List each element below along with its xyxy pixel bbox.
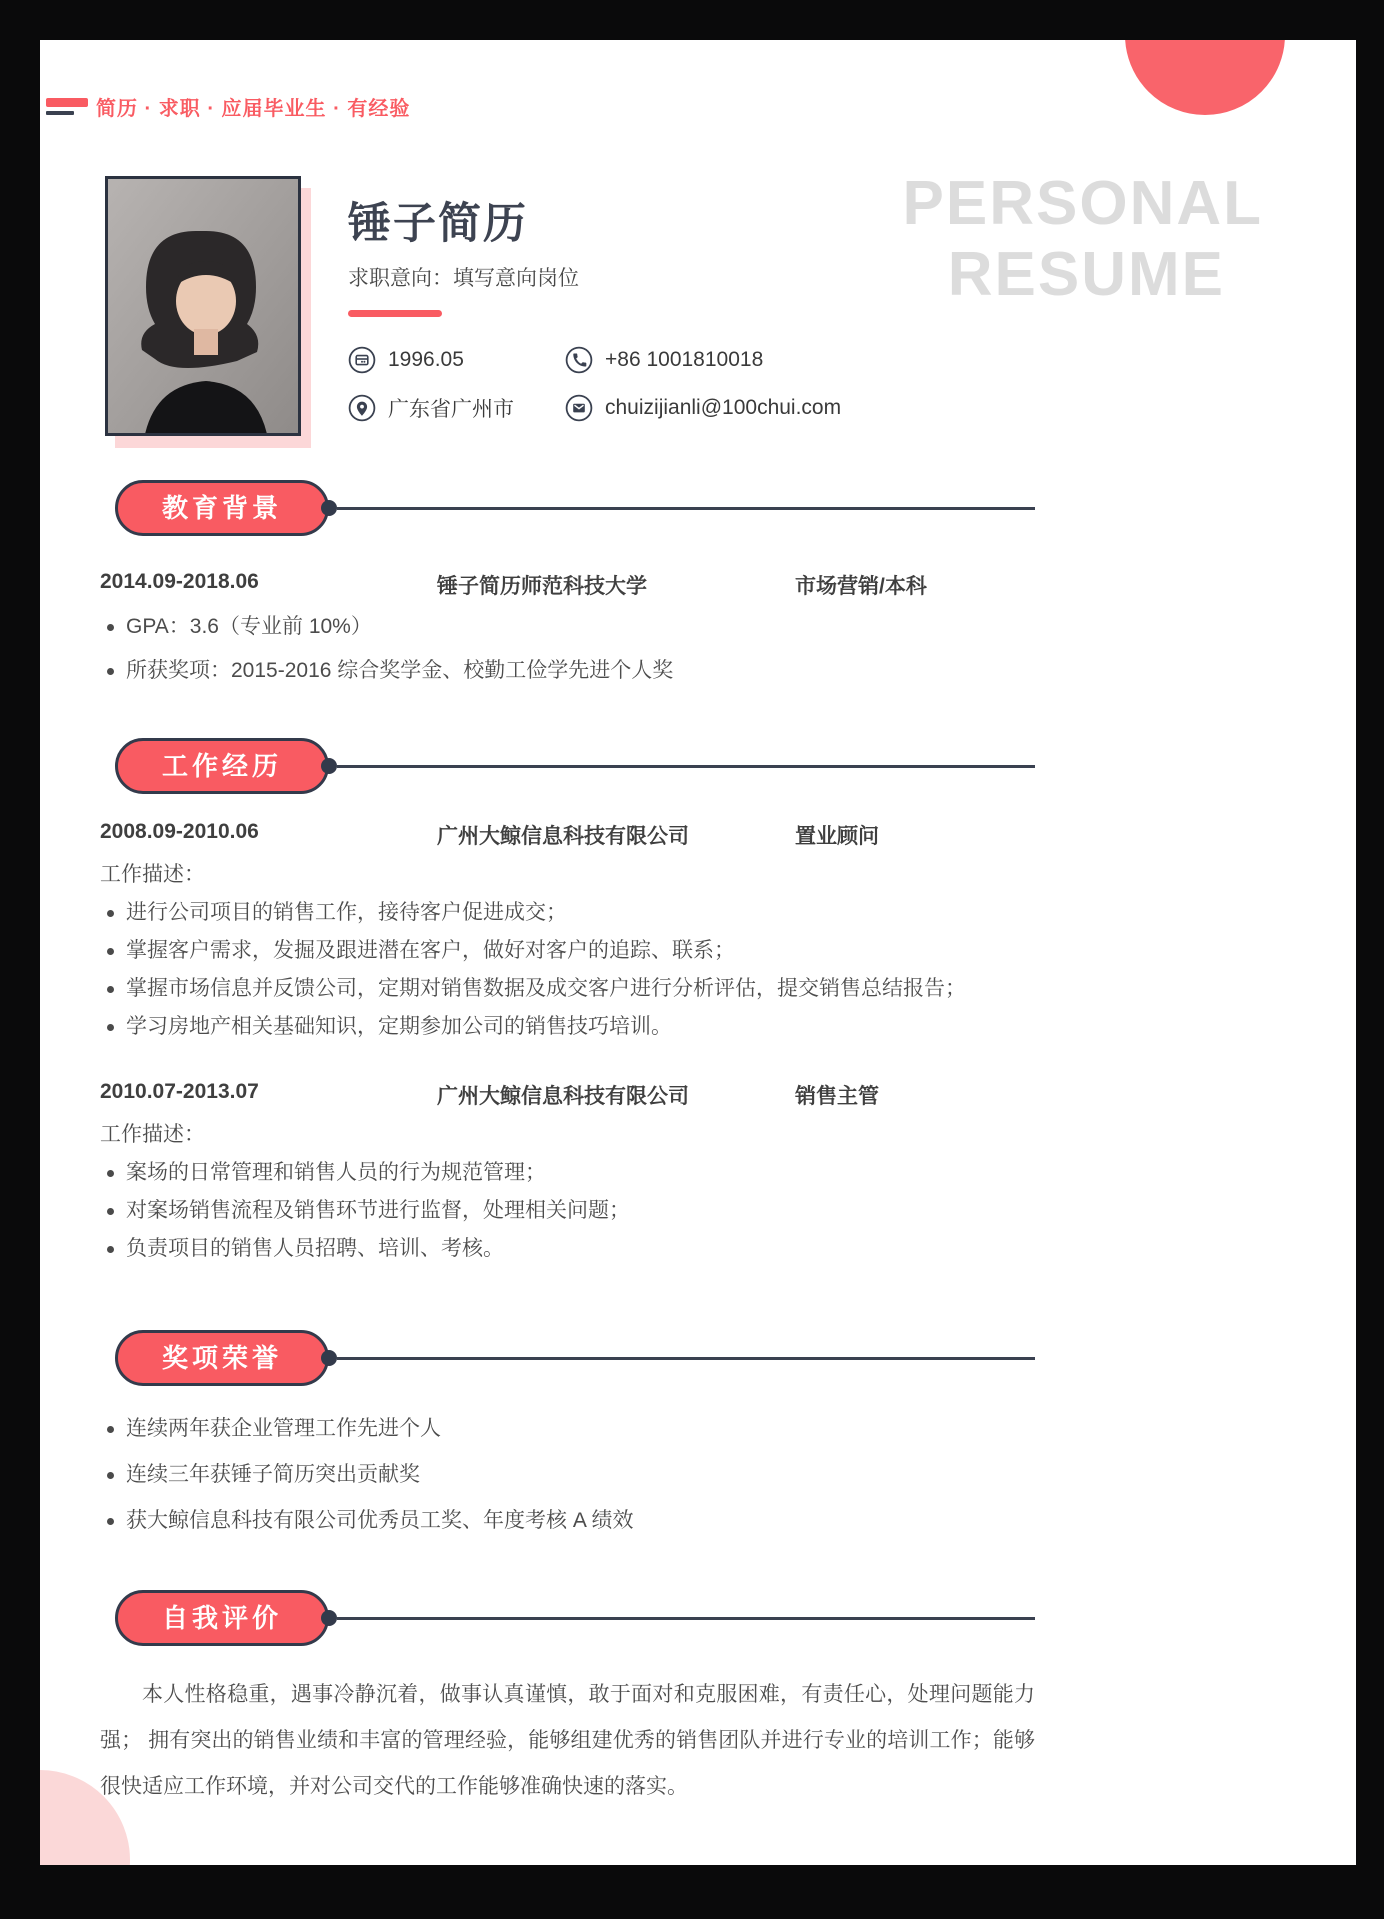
timeline-dot: [321, 1610, 337, 1626]
contact-phone: [565, 346, 841, 374]
list-item: GPA：3.6（专业前 10%）: [100, 605, 1035, 649]
list-item: 学习房地产相关基础知识，定期参加公司的销售技巧培训。: [100, 1008, 1035, 1046]
section-awards-header: [100, 1330, 1035, 1386]
job-period: 2010.07-2013.07: [100, 1080, 259, 1103]
section-title-pill: 奖项荣誉: [115, 1330, 329, 1386]
job-role: 置业顾问: [795, 825, 879, 848]
phone-icon: [565, 346, 593, 374]
coral-ring-decoration: [1125, 40, 1285, 115]
job-desc-label: 工作描述：: [100, 1123, 205, 1146]
section-title-pill: 自我评价: [115, 1590, 329, 1646]
list-item: 连续两年获企业管理工作先进个人: [100, 1406, 1035, 1452]
watermark-line-1: PERSONAL: [902, 169, 1263, 238]
education-major: 市场营销/本科: [795, 575, 927, 598]
list-item: 获大鲸信息科技有限公司优秀员工奖、年度考核 A 绩效: [100, 1498, 1035, 1544]
education-bullets: [100, 605, 1035, 693]
watermark-line-2: RESUME: [947, 240, 1225, 309]
intention-underline: [348, 310, 442, 317]
list-item: 对案场销售流程及销售环节进行监督，处理相关问题；: [100, 1192, 1035, 1230]
list-item: 连续三年获锤子简历突出贡献奖: [100, 1452, 1035, 1498]
job-company: 广州大鲸信息科技有限公司: [437, 1085, 689, 1108]
section-title-pill: 教育背景: [115, 480, 329, 536]
location-pin-icon: [348, 394, 376, 422]
education-period: 2014.09-2018.06: [100, 570, 259, 593]
job-description: [100, 856, 1035, 1046]
list-item: 进行公司项目的销售工作，接待客户促进成交；: [100, 894, 1035, 932]
resume-body: [100, 480, 1035, 1810]
section-self-eval-header: [100, 1590, 1035, 1646]
id-card-icon: [348, 346, 376, 374]
candidate-name: 锤子简历: [348, 200, 528, 248]
education-row: [100, 570, 1035, 600]
job-bullets: [100, 1154, 1035, 1268]
birth-date: 1996.05: [388, 348, 464, 371]
tagline: 简历 · 求职 · 应届毕业生 · 有经验: [96, 98, 411, 120]
timeline-dot: [321, 758, 337, 774]
email-address: chuizijianli@100chui.com: [605, 396, 842, 419]
section-work-header: [100, 738, 1035, 794]
email-icon: [565, 394, 593, 422]
section-divider-line: [337, 1357, 1035, 1360]
list-item: 负责项目的销售人员招聘、培训、考核。: [100, 1230, 1035, 1268]
job-bullets: [100, 894, 1035, 1046]
timeline-dot: [321, 500, 337, 516]
resume-page: [40, 40, 1356, 1865]
self-evaluation-paragraph: 本人性格稳重，遇事冷静沉着，做事认真谨慎，敢于面对和克服困难，有责任心，处理问题能力强； 拥有突出的销售业绩和丰富的管理经验，能够组建优秀的销售团队并进行专业的培训工作；能够很快适应工作环境，并对公司交代的工作能够准确快速的落实。: [100, 1683, 1035, 1798]
list-item: 掌握客户需求，发掘及跟进潜在客户，做好对客户的追踪、联系；: [100, 932, 1035, 970]
job-role: 销售主管: [795, 1085, 879, 1108]
profile-photo-illustration: [108, 179, 301, 436]
job-description: [100, 1116, 1035, 1268]
red-bar-decoration: [46, 98, 88, 107]
list-item: 所获奖项：2015-2016 综合奖学金、校勤工俭学先进个人奖: [100, 649, 1035, 693]
contact-birth: [348, 346, 565, 374]
tagline-accent-bars: [46, 98, 88, 115]
dark-bar-decoration: [46, 111, 74, 115]
job-period: 2008.09-2010.06: [100, 820, 259, 843]
contact-email: [565, 394, 841, 422]
job-desc-label: 工作描述：: [100, 863, 205, 886]
education-school: 锤子简历师范科技大学: [437, 575, 647, 598]
phone-number: +86 1001810018: [605, 348, 764, 371]
watermark-text: [903, 168, 1263, 310]
job-company: 广州大鲸信息科技有限公司: [437, 825, 689, 848]
timeline-dot: [321, 1350, 337, 1366]
section-title-pill: 工作经历: [115, 738, 329, 794]
section-divider-line: [337, 507, 1035, 510]
contact-location: [348, 394, 565, 422]
awards-bullets: [100, 1406, 1035, 1544]
section-divider-line: [337, 1617, 1035, 1620]
job-row: [100, 1080, 1035, 1110]
list-item: 掌握市场信息并反馈公司，定期对销售数据及成交客户进行分析评估，提交销售总结报告；: [100, 970, 1035, 1008]
location: 广东省广州市: [388, 398, 514, 421]
profile-photo: [105, 176, 301, 436]
list-item: 案场的日常管理和销售人员的行为规范管理；: [100, 1154, 1035, 1192]
section-divider-line: [337, 765, 1035, 768]
contact-info: [348, 346, 841, 422]
job-row: [100, 820, 1035, 850]
section-education-header: [100, 480, 1035, 536]
job-intention: 求职意向：填写意向岗位: [348, 267, 579, 290]
